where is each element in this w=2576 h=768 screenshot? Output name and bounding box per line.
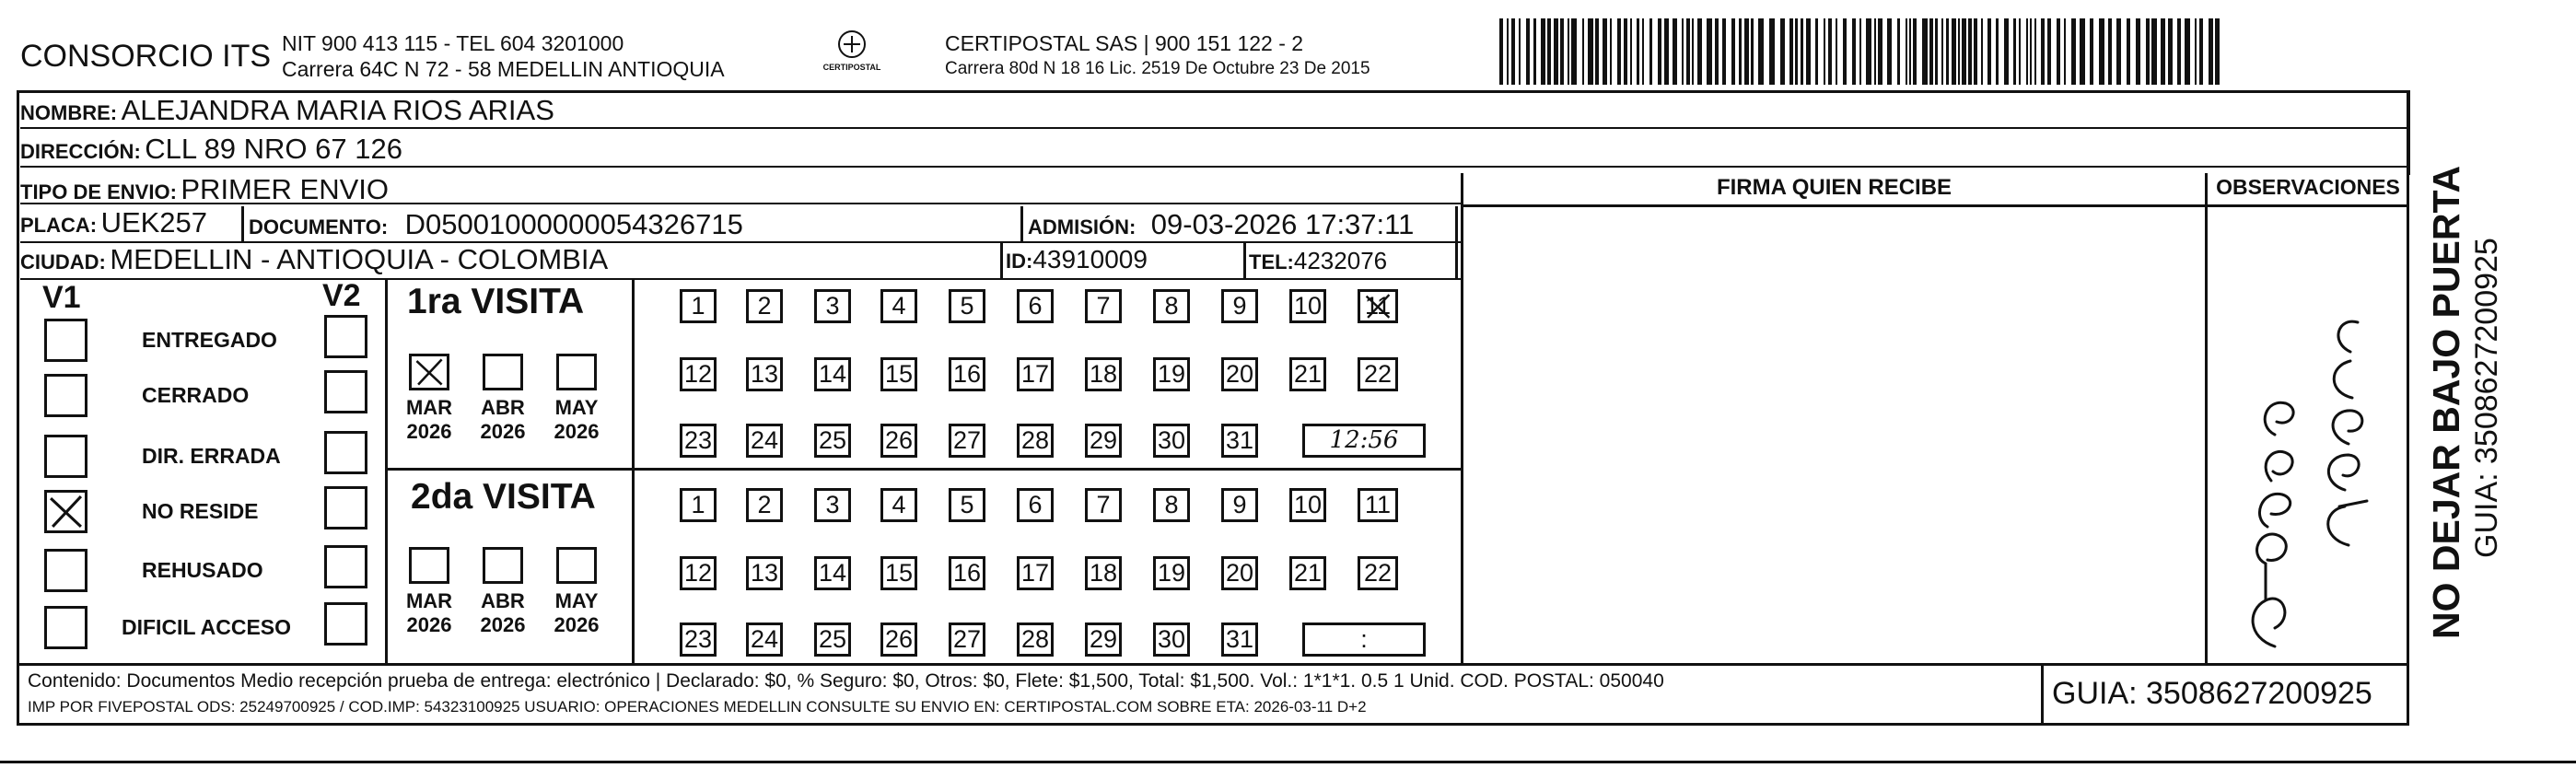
second-day-box[interactable]: 30 bbox=[1153, 623, 1190, 657]
barcode-bar bbox=[1722, 18, 1726, 85]
tel-right-edge bbox=[1455, 206, 1458, 280]
second-day-box[interactable]: 13 bbox=[746, 556, 783, 590]
v2-label: V2 bbox=[322, 278, 361, 313]
x-mark-icon bbox=[47, 493, 85, 530]
first-day-box[interactable]: 28 bbox=[1017, 424, 1054, 458]
barcode-bar bbox=[1739, 18, 1742, 85]
barcode-bar bbox=[2136, 18, 2140, 85]
nit-line: NIT 900 413 115 - TEL 604 3201000 bbox=[282, 31, 624, 55]
status-v1-checkbox[interactable] bbox=[44, 549, 87, 592]
barcode-bar bbox=[1852, 18, 1856, 85]
first-month-checkbox[interactable] bbox=[409, 354, 449, 390]
barcode-bar bbox=[2030, 18, 2032, 85]
barcode-bar bbox=[1780, 18, 1785, 85]
second-time-box[interactable]: : bbox=[1302, 623, 1426, 657]
first-day-box[interactable]: 4 bbox=[880, 289, 917, 323]
barcode-bar bbox=[1878, 18, 1882, 85]
footer-line-1: Contenido: Documentos Medio recepción prueba de entrega: electrónico | Declarado: $0, % Seguro: $0, Otros: $0, Flete: $1,500, Total: $1,500. Vol.: 1*1*1. 0.5 1 Unid. COD. POSTAL: 050040 bbox=[28, 670, 1664, 692]
second-day-box[interactable]: 8 bbox=[1153, 488, 1190, 522]
tel-value: 4232076 bbox=[1293, 247, 1388, 274]
visit-split bbox=[385, 468, 1461, 471]
first-day-box[interactable]: 2 bbox=[746, 289, 783, 323]
first-day-box[interactable]: 17 bbox=[1017, 357, 1054, 391]
barcode-bar bbox=[1935, 18, 1938, 85]
status-label: NO RESIDE bbox=[142, 499, 259, 523]
barcode-bar bbox=[1715, 18, 1719, 85]
first-day-box[interactable]: 18 bbox=[1085, 357, 1122, 391]
id-field bbox=[1006, 245, 1148, 274]
second-day-box[interactable]: 18 bbox=[1085, 556, 1122, 590]
barcode-bar bbox=[1582, 18, 1584, 85]
first-month-label: MAY 2026 bbox=[554, 396, 600, 443]
barcode-bar bbox=[2004, 18, 2009, 85]
second-day-box[interactable]: 21 bbox=[1289, 556, 1326, 590]
row-nombre bbox=[20, 94, 2407, 129]
first-month-label: ABR 2026 bbox=[480, 396, 526, 443]
barcode-bar bbox=[2090, 18, 2093, 85]
second-month-checkbox[interactable] bbox=[483, 547, 523, 584]
barcode-bar bbox=[1560, 18, 1564, 85]
barcode-bar bbox=[1541, 18, 1545, 85]
barcode-bar bbox=[2026, 18, 2028, 85]
row-direccion bbox=[20, 133, 2407, 168]
barcode-bar bbox=[1962, 18, 1966, 85]
first-day-box[interactable]: 14 bbox=[814, 357, 851, 391]
status-label: DIFICIL ACCESO bbox=[122, 615, 292, 639]
barcode-bar bbox=[1649, 18, 1652, 85]
status-label: CERRADO bbox=[142, 383, 250, 407]
first-day-box[interactable]: 16 bbox=[949, 357, 985, 391]
second-month-label: MAY 2026 bbox=[554, 589, 600, 636]
barcode-bar bbox=[1511, 18, 1515, 85]
barcode-bar bbox=[2195, 18, 2197, 85]
barcode-bar bbox=[1952, 18, 1956, 85]
ciudad-label: CIUDAD: bbox=[20, 250, 106, 273]
first-day-box[interactable]: 12 bbox=[680, 357, 717, 391]
barcode-bar bbox=[1731, 18, 1735, 85]
barcode-bar bbox=[1603, 18, 1607, 85]
barcode-bar bbox=[1554, 18, 1558, 85]
handwritten-observation bbox=[2210, 214, 2404, 661]
second-visit-title: 2da VISITA bbox=[411, 477, 596, 517]
right-edge bbox=[2407, 90, 2410, 175]
second-day-box[interactable]: 19 bbox=[1153, 556, 1190, 590]
direccion-value: CLL 89 NRO 67 126 bbox=[145, 133, 402, 165]
second-month-checkbox[interactable] bbox=[409, 547, 449, 584]
barcode-bar bbox=[2057, 18, 2060, 85]
barcode-bar bbox=[2185, 18, 2190, 85]
barcode-bar bbox=[1874, 18, 1876, 85]
status-v2-checkbox[interactable] bbox=[324, 370, 367, 413]
status-label: DIR. ERRADA bbox=[142, 444, 281, 468]
courier-address: Carrera 80d N 18 16 Lic. 2519 De Octubre 23 De 2015 bbox=[945, 59, 1370, 78]
first-day-box[interactable]: 8 bbox=[1153, 289, 1190, 323]
placa-sep bbox=[241, 206, 244, 243]
barcode-bar bbox=[1981, 18, 1983, 85]
placa-value: UEK257 bbox=[100, 206, 208, 239]
second-day-box[interactable]: 11 bbox=[1358, 488, 1398, 522]
second-month-label: MAR 2026 bbox=[405, 589, 453, 636]
status-v2-checkbox[interactable] bbox=[324, 486, 367, 529]
side-warning-wrap bbox=[2424, 123, 2468, 639]
courier-line: CERTIPOSTAL SAS | 900 151 122 - 2 bbox=[945, 31, 1304, 55]
second-day-box[interactable]: 3 bbox=[814, 488, 851, 522]
barcode-bar bbox=[1533, 18, 1536, 85]
first-day-box[interactable]: 26 bbox=[880, 424, 917, 458]
second-day-box[interactable]: 14 bbox=[814, 556, 851, 590]
barcode-bar bbox=[2116, 18, 2121, 85]
first-day-box[interactable]: 5 bbox=[949, 289, 985, 323]
nombre-label: NOMBRE: bbox=[20, 101, 118, 124]
status-v1-checkbox[interactable] bbox=[44, 435, 87, 478]
barcode-bar bbox=[1617, 18, 1621, 85]
first-day-box[interactable]: 1 bbox=[680, 289, 717, 323]
second-month-label: ABR 2026 bbox=[480, 589, 526, 636]
second-day-box[interactable]: 24 bbox=[746, 623, 783, 657]
first-day-box[interactable]: 11 bbox=[1358, 289, 1398, 323]
barcode-bar bbox=[2146, 18, 2150, 85]
tel-label: TEL: bbox=[1249, 250, 1294, 273]
first-day-box[interactable]: 21 bbox=[1289, 357, 1326, 391]
second-day-box[interactable]: 9 bbox=[1221, 488, 1258, 522]
documento-field bbox=[249, 208, 743, 241]
status-v2-checkbox[interactable] bbox=[324, 602, 367, 646]
barcode-bar bbox=[2041, 18, 2045, 85]
barcode-bar bbox=[1664, 18, 1669, 85]
first-day-box[interactable]: 3 bbox=[814, 289, 851, 323]
second-day-box[interactable]: 23 bbox=[680, 623, 717, 657]
ciudad-value: MEDELLIN - ANTIOQUIA - COLOMBIA bbox=[110, 243, 609, 275]
footer-guia-divider bbox=[2041, 663, 2044, 726]
barcode-bar bbox=[2108, 18, 2112, 85]
address-line: Carrera 64C N 72 - 58 MEDELLIN ANTIOQUIA bbox=[282, 57, 725, 81]
nombre-value: ALEJANDRA MARIA RIOS ARIAS bbox=[121, 94, 554, 126]
footer-rule bbox=[17, 663, 2409, 666]
barcode-bar bbox=[1707, 18, 1712, 85]
barcode-bar bbox=[2127, 18, 2130, 85]
id-value: 43910009 bbox=[1032, 245, 1148, 273]
tipo-value: PRIMER ENVIO bbox=[181, 173, 390, 205]
barcode-bar bbox=[1795, 18, 1798, 85]
first-day-box[interactable]: 27 bbox=[949, 424, 985, 458]
first-day-box[interactable]: 10 bbox=[1289, 289, 1326, 323]
row-tipo bbox=[20, 173, 1461, 204]
barcode-bar bbox=[1630, 18, 1632, 85]
barcode-bar bbox=[1642, 18, 1644, 85]
barcode-bar bbox=[2099, 18, 2104, 85]
barcode-bar bbox=[1658, 18, 1661, 85]
documento-value: D05001000000054326715 bbox=[404, 208, 743, 240]
barcode-bar bbox=[1673, 18, 1677, 85]
barcode-bar bbox=[1836, 18, 1837, 85]
barcode-bar bbox=[1866, 18, 1871, 85]
barcode bbox=[1499, 18, 2227, 85]
barcode-bar bbox=[2019, 18, 2021, 85]
barcode-bar bbox=[1499, 18, 1503, 85]
footer-guia: GUIA: 3508627200925 bbox=[2052, 676, 2372, 711]
header-rule bbox=[1461, 204, 2409, 207]
status-label: REHUSADO bbox=[142, 558, 263, 582]
first-day-box[interactable]: 22 bbox=[1358, 357, 1398, 391]
barcode-bar bbox=[1987, 18, 1991, 85]
barcode-bar bbox=[2047, 18, 2051, 85]
barcode-bar bbox=[1682, 18, 1684, 85]
barcode-bar bbox=[1692, 18, 1694, 85]
barcode-bar bbox=[1507, 18, 1509, 85]
first-time-box[interactable]: 12:56 bbox=[1302, 424, 1426, 458]
barcode-bar bbox=[1595, 18, 1599, 85]
first-day-box[interactable]: 24 bbox=[746, 424, 783, 458]
first-month-checkbox[interactable] bbox=[556, 354, 597, 390]
barcode-bar bbox=[1929, 18, 1933, 85]
tel-field bbox=[1249, 247, 1387, 275]
barcode-bar bbox=[2161, 18, 2165, 85]
firma-label: FIRMA QUIEN RECIBE bbox=[1716, 175, 1952, 200]
barcode-bar bbox=[1843, 18, 1847, 85]
no-dejar-bajo-puerta: NO DEJAR BAJO PUERTA bbox=[2425, 165, 2467, 639]
barcode-bar bbox=[1887, 18, 1892, 85]
admision-field bbox=[1028, 208, 1414, 241]
first-day-box[interactable]: 9 bbox=[1221, 289, 1258, 323]
barcode-bar bbox=[2209, 18, 2213, 85]
status-v1-checkbox[interactable] bbox=[44, 490, 87, 533]
status-v1-checkbox[interactable] bbox=[44, 319, 87, 362]
barcode-bar bbox=[1519, 18, 1521, 85]
placa-label: PLACA: bbox=[20, 214, 98, 237]
status-v2-checkbox[interactable] bbox=[324, 315, 367, 358]
barcode-bar bbox=[1806, 18, 1811, 85]
status-divider bbox=[385, 280, 388, 665]
barcode-bar bbox=[1958, 18, 1960, 85]
barcode-bar bbox=[2080, 18, 2085, 85]
side-guia-wrap bbox=[2468, 153, 2505, 558]
barcode-bar bbox=[1744, 18, 1749, 85]
status-v2-checkbox[interactable] bbox=[324, 545, 367, 588]
barcode-bar bbox=[1697, 18, 1702, 85]
barcode-bar bbox=[1769, 18, 1775, 85]
barcode-bar bbox=[2199, 18, 2203, 85]
first-day-box[interactable]: 25 bbox=[814, 424, 851, 458]
month-days-divider bbox=[632, 280, 635, 665]
second-day-box[interactable]: 16 bbox=[949, 556, 985, 590]
footer-line-2: IMP POR FIVEPOSTAL ODS: 25249700925 / COD.IMP: 54323100925 USUARIO: OPERACIONES MEDELLIN CONSULTE SU ENVIO EN: CERTIPOSTAL.COM SOBRE ETA: 2026-03-11 D+2 bbox=[28, 698, 1367, 716]
second-day-box[interactable]: 12 bbox=[680, 556, 717, 590]
barcode-bar bbox=[1571, 18, 1577, 85]
barcode-bar bbox=[1610, 18, 1612, 85]
documento-label: DOCUMENTO: bbox=[249, 215, 389, 239]
first-month-checkbox[interactable] bbox=[483, 354, 523, 390]
first-day-box[interactable]: 15 bbox=[880, 357, 917, 391]
barcode-bar bbox=[1568, 18, 1569, 85]
barcode-bar bbox=[1946, 18, 1949, 85]
barcode-bar bbox=[1922, 18, 1928, 85]
barcode-bar bbox=[1686, 18, 1690, 85]
second-day-box[interactable]: 29 bbox=[1085, 623, 1122, 657]
second-day-box[interactable]: 4 bbox=[880, 488, 917, 522]
barcode-bar bbox=[2064, 18, 2066, 85]
barcode-bar bbox=[2071, 18, 2076, 85]
barcode-bar bbox=[1526, 18, 1530, 85]
barcode-bar bbox=[1751, 18, 1754, 85]
second-day-box[interactable]: 6 bbox=[1017, 488, 1054, 522]
barcode-bar bbox=[1909, 18, 1911, 85]
status-label: ENTREGADO bbox=[142, 328, 277, 352]
barcode-bar bbox=[1906, 18, 1907, 85]
barcode-bar bbox=[1974, 18, 1977, 85]
obs-divider bbox=[2205, 173, 2208, 665]
first-day-box[interactable]: 6 bbox=[1017, 289, 1054, 323]
second-day-box[interactable]: 10 bbox=[1289, 488, 1326, 522]
barcode-bar bbox=[1801, 18, 1803, 85]
barcode-bar bbox=[1897, 18, 1900, 85]
first-day-box[interactable]: 13 bbox=[746, 357, 783, 391]
barcode-bar bbox=[2215, 18, 2220, 85]
barcode-bar bbox=[2168, 18, 2173, 85]
second-day-box[interactable]: 1 bbox=[680, 488, 717, 522]
second-day-box[interactable]: 28 bbox=[1017, 623, 1054, 657]
barcode-bar bbox=[1859, 18, 1861, 85]
barcode-bar bbox=[1913, 18, 1917, 85]
id-sep bbox=[1000, 243, 1003, 280]
barcode-bar bbox=[1624, 18, 1627, 85]
admision-value: 09-03-2026 17:37:11 bbox=[1150, 208, 1415, 240]
side-guia: GUIA: 3508627200925 bbox=[2469, 238, 2504, 558]
second-day-box[interactable]: 17 bbox=[1017, 556, 1054, 590]
second-day-box[interactable]: 26 bbox=[880, 623, 917, 657]
second-day-box[interactable]: 2 bbox=[746, 488, 783, 522]
barcode-bar bbox=[1968, 18, 1972, 85]
direccion-label: DIRECCIÓN: bbox=[20, 140, 141, 163]
first-day-box[interactable]: 20 bbox=[1221, 357, 1258, 391]
barcode-bar bbox=[2151, 18, 2157, 85]
second-day-box[interactable]: 25 bbox=[814, 623, 851, 657]
first-day-box[interactable]: 31 bbox=[1221, 424, 1258, 458]
status-v1-checkbox[interactable] bbox=[44, 374, 87, 417]
company-name: CONSORCIO ITS bbox=[20, 39, 272, 74]
first-day-box[interactable]: 19 bbox=[1153, 357, 1190, 391]
second-day-box[interactable]: 5 bbox=[949, 488, 985, 522]
barcode-bar bbox=[2013, 18, 2016, 85]
certipostal-logo bbox=[810, 28, 893, 79]
barcode-bar bbox=[1828, 18, 1832, 85]
barcode-bar bbox=[1588, 18, 1593, 85]
barcode-bar bbox=[1815, 18, 1818, 85]
admision-sep bbox=[1020, 206, 1023, 243]
second-day-box[interactable]: 27 bbox=[949, 623, 985, 657]
second-day-box[interactable]: 7 bbox=[1085, 488, 1122, 522]
first-day-box[interactable]: 7 bbox=[1085, 289, 1122, 323]
status-v1-checkbox[interactable] bbox=[44, 606, 87, 649]
barcode-bar bbox=[1547, 18, 1551, 85]
first-day-box[interactable]: 23 bbox=[680, 424, 717, 458]
second-day-box[interactable]: 15 bbox=[880, 556, 917, 590]
x-mark-icon bbox=[1360, 292, 1395, 320]
barcode-bar bbox=[1637, 18, 1639, 85]
id-label: ID: bbox=[1006, 250, 1033, 273]
v1-label: V1 bbox=[42, 280, 81, 315]
x-mark-icon bbox=[412, 356, 447, 388]
first-visit-title: 1ra VISITA bbox=[407, 282, 585, 321]
admision-label: ADMISIÓN: bbox=[1028, 215, 1136, 239]
first-day-box[interactable]: 30 bbox=[1153, 424, 1190, 458]
sign-divider bbox=[1461, 173, 1463, 665]
second-day-box[interactable]: 22 bbox=[1358, 556, 1398, 590]
status-v2-checkbox[interactable] bbox=[324, 431, 367, 474]
tipo-label: TIPO DE ENVIO: bbox=[20, 180, 177, 204]
barcode-bar bbox=[1996, 18, 1999, 85]
barcode-bar bbox=[2177, 18, 2181, 85]
barcode-bar bbox=[1758, 18, 1764, 85]
bottom-rule bbox=[0, 761, 2576, 763]
logo-text: CERTIPOSTAL bbox=[822, 63, 881, 72]
first-day-box[interactable]: 29 bbox=[1085, 424, 1122, 458]
second-month-checkbox[interactable] bbox=[556, 547, 597, 584]
observaciones-label: OBSERVACIONES bbox=[2216, 175, 2400, 199]
first-month-label: MAR 2026 bbox=[405, 396, 453, 443]
barcode-bar bbox=[2034, 18, 2036, 85]
tel-sep bbox=[1243, 243, 1246, 280]
second-day-box[interactable]: 20 bbox=[1221, 556, 1258, 590]
barcode-bar bbox=[1789, 18, 1793, 85]
second-day-box[interactable]: 31 bbox=[1221, 623, 1258, 657]
barcode-bar bbox=[1824, 18, 1825, 85]
barcode-bar bbox=[1941, 18, 1943, 85]
